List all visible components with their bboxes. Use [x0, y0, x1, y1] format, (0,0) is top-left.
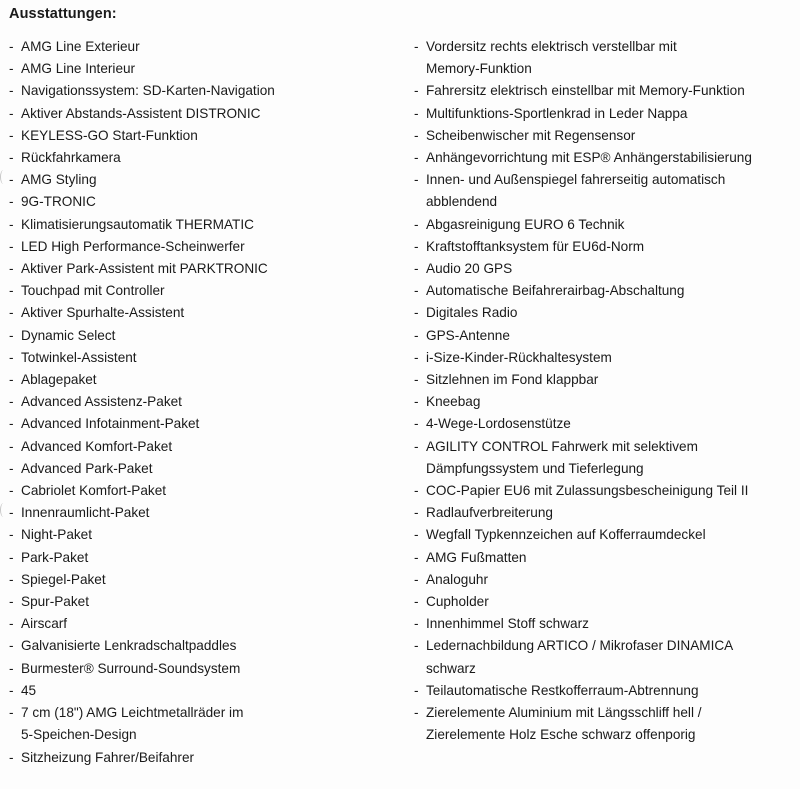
equipment-item-continuation: Zierelemente Holz Esche schwarz offenporig: [426, 727, 696, 743]
equipment-item: [9, 302, 409, 324]
equipment-item: [9, 458, 409, 480]
equipment-item: [414, 502, 794, 524]
equipment-item-text: Spiegel-Paket: [21, 571, 106, 587]
equipment-item-text: Aktiver Park-Assistent mit PARKTRONIC: [21, 261, 268, 277]
equipment-item: [9, 747, 409, 769]
equipment-item: [9, 613, 409, 635]
equipment-item-text: Advanced Park-Paket: [21, 460, 153, 476]
equipment-item: [414, 413, 794, 435]
equipment-item: [9, 569, 409, 591]
equipment-item-text: Abgasreinigung EURO 6 Technik: [426, 216, 625, 232]
equipment-item-text: Cabriolet Komfort-Paket: [21, 483, 167, 499]
equipment-item-text: Park-Paket: [21, 549, 89, 565]
equipment-item: [414, 125, 794, 147]
equipment-item: [414, 325, 794, 347]
equipment-item: [9, 680, 409, 702]
equipment-item-text: Advanced Assistenz-Paket: [21, 394, 182, 410]
equipment-item: [414, 347, 794, 369]
scan-artifact: [0, 503, 7, 517]
equipment-item-continuation: schwarz: [426, 660, 476, 676]
equipment-item: [414, 635, 794, 679]
equipment-item-text: Rückfahrkamera: [21, 150, 121, 166]
equipment-item-text: Navigationssystem: SD-Karten-Navigation: [21, 83, 275, 99]
equipment-item-text: COC-Papier EU6 mit Zulassungsbescheinigung Teil II: [426, 483, 749, 499]
equipment-item-text: Aktiver Spurhalte-Assistent: [21, 305, 185, 321]
equipment-item: [9, 547, 409, 569]
equipment-item-text: Kneebag: [426, 394, 481, 410]
equipment-item-text: Innenhimmel Stoff schwarz: [426, 616, 589, 632]
equipment-item-text: Cupholder: [426, 594, 489, 610]
equipment-item: [414, 147, 794, 169]
equipment-item: [9, 191, 409, 213]
equipment-item: [414, 369, 794, 391]
equipment-item: [9, 103, 409, 125]
equipment-item: [9, 591, 409, 613]
equipment-item-text: 9G-TRONIC: [21, 194, 96, 210]
equipment-item-text: Wegfall Typkennzeichen auf Kofferraumdeckel: [426, 527, 706, 543]
equipment-item: [9, 169, 409, 191]
equipment-item-text: Spur-Paket: [21, 594, 90, 610]
equipment-item: [414, 103, 794, 125]
equipment-item: [414, 524, 794, 546]
equipment-item-text: Analoguhr: [426, 571, 488, 587]
equipment-item-text: Automatische Beifahrerairbag-Abschaltung: [426, 283, 685, 299]
equipment-item: [9, 36, 409, 58]
equipment-item: [414, 569, 794, 591]
equipment-item: [9, 658, 409, 680]
equipment-item-text: Klimatisierungsautomatik THERMATIC: [21, 216, 254, 232]
equipment-item: [414, 214, 794, 236]
equipment-item: [9, 325, 409, 347]
equipment-item-text: Advanced Komfort-Paket: [21, 438, 173, 454]
equipment-item-continuation: abblendend: [426, 194, 498, 210]
equipment-item-text: Touchpad mit Controller: [21, 283, 165, 299]
equipment-item: [9, 524, 409, 546]
equipment-item-text: Dynamic Select: [21, 327, 116, 343]
equipment-item-text: Sitzlehnen im Fond klappbar: [426, 372, 599, 388]
equipment-list-right: [414, 36, 794, 747]
equipment-item-text: Advanced Infotainment-Paket: [21, 416, 200, 432]
equipment-item: [414, 613, 794, 635]
equipment-item: [9, 702, 409, 746]
equipment-item-text: Audio 20 GPS: [426, 261, 513, 277]
equipment-item-text: Multifunktions-Sportlenkrad in Leder Nappa: [426, 105, 688, 121]
equipment-item: [414, 236, 794, 258]
equipment-item: [414, 302, 794, 324]
equipment-item: [414, 702, 794, 746]
equipment-item: [9, 236, 409, 258]
section-heading: Ausstattungen:: [9, 6, 117, 22]
equipment-item-continuation: Dämpfungssystem und Tieferlegung: [426, 460, 644, 476]
equipment-item-text: KEYLESS-GO Start-Funktion: [21, 127, 198, 143]
equipment-item-text: Totwinkel-Assistent: [21, 349, 137, 365]
equipment-item-text: LED High Performance-Scheinwerfer: [21, 238, 245, 254]
equipment-item-text: Scheibenwischer mit Regensensor: [426, 127, 636, 143]
equipment-item: [414, 169, 794, 213]
equipment-item: [9, 369, 409, 391]
equipment-item-text: GPS-Antenne: [426, 327, 510, 343]
equipment-item: [9, 502, 409, 524]
equipment-item: [9, 413, 409, 435]
equipment-item: [9, 436, 409, 458]
equipment-item: [414, 36, 794, 80]
equipment-item-text: i-Size-Kinder-Rückhaltesystem: [426, 349, 612, 365]
equipment-item: [414, 680, 794, 702]
equipment-item: [414, 547, 794, 569]
equipment-item-text: Zierelemente Aluminium mit Längsschliff hell /: [426, 705, 702, 721]
equipment-item: [9, 258, 409, 280]
equipment-item-text: Fahrersitz elektrisch einstellbar mit Memory-Funktion: [426, 83, 745, 99]
equipment-item-text: Vordersitz rechts elektrisch verstellbar mit: [426, 39, 677, 54]
equipment-item-text: AMG Styling: [21, 172, 97, 188]
equipment-item-text: Innenraumlicht-Paket: [21, 505, 150, 521]
equipment-item-text: Galvanisierte Lenkradschaltpaddles: [21, 638, 237, 654]
equipment-item-text: Ledernachbildung ARTICO / Mikrofaser DINAMICA: [426, 638, 734, 654]
equipment-item-text: AMG Fußmatten: [426, 549, 527, 565]
equipment-item-text: Night-Paket: [21, 527, 93, 543]
equipment-item-text: Radlaufverbreiterung: [426, 505, 553, 521]
equipment-item-text: Burmester® Surround-Soundsystem: [21, 660, 241, 676]
equipment-item: [414, 436, 794, 480]
equipment-item: [9, 125, 409, 147]
equipment-item-text: Airscarf: [21, 616, 68, 632]
equipment-item-text: Ablagepaket: [21, 372, 97, 388]
equipment-item-text: 7 cm (18") AMG Leichtmetallräder im: [21, 705, 244, 721]
equipment-item: [9, 480, 409, 502]
equipment-item-text: AMG Line Interieur: [21, 61, 136, 77]
equipment-item: [9, 214, 409, 236]
equipment-item-text: AGILITY CONTROL Fahrwerk mit selektivem: [426, 438, 698, 454]
equipment-item: [414, 80, 794, 102]
equipment-item: [9, 280, 409, 302]
equipment-item-text: Aktiver Abstands-Assistent DISTRONIC: [21, 105, 261, 121]
equipment-item-text: 45: [21, 682, 37, 698]
equipment-item: [9, 635, 409, 657]
equipment-item-text: Innen- und Außenspiegel fahrerseitig automatisch: [426, 172, 726, 188]
equipment-item: [414, 258, 794, 280]
equipment-item: [9, 347, 409, 369]
equipment-item: [9, 147, 409, 169]
equipment-item: [9, 80, 409, 102]
equipment-item-continuation: 5-Speichen-Design: [21, 727, 137, 743]
equipment-item: [414, 391, 794, 413]
equipment-item-text: Digitales Radio: [426, 305, 518, 321]
equipment-item-continuation: Memory-Funktion: [426, 61, 532, 77]
equipment-item-text: AMG Line Exterieur: [21, 39, 140, 54]
equipment-item-text: Sitzheizung Fahrer/Beifahrer: [21, 749, 195, 765]
equipment-item-text: Anhängevorrichtung mit ESP® Anhängerstabilisierung: [426, 150, 752, 166]
equipment-item: [9, 391, 409, 413]
equipment-list-left: [9, 36, 409, 769]
equipment-item: [414, 280, 794, 302]
equipment-item: [414, 591, 794, 613]
equipment-item-text: Kraftstofftanksystem für EU6d-Norm: [426, 238, 645, 254]
equipment-item-text: 4-Wege-Lordosenstütze: [426, 416, 571, 432]
equipment-item-text: Teilautomatische Restkofferraum-Abtrennung: [426, 682, 699, 698]
equipment-item: [414, 480, 794, 502]
equipment-item: [9, 58, 409, 80]
scan-artifact: [0, 170, 7, 184]
